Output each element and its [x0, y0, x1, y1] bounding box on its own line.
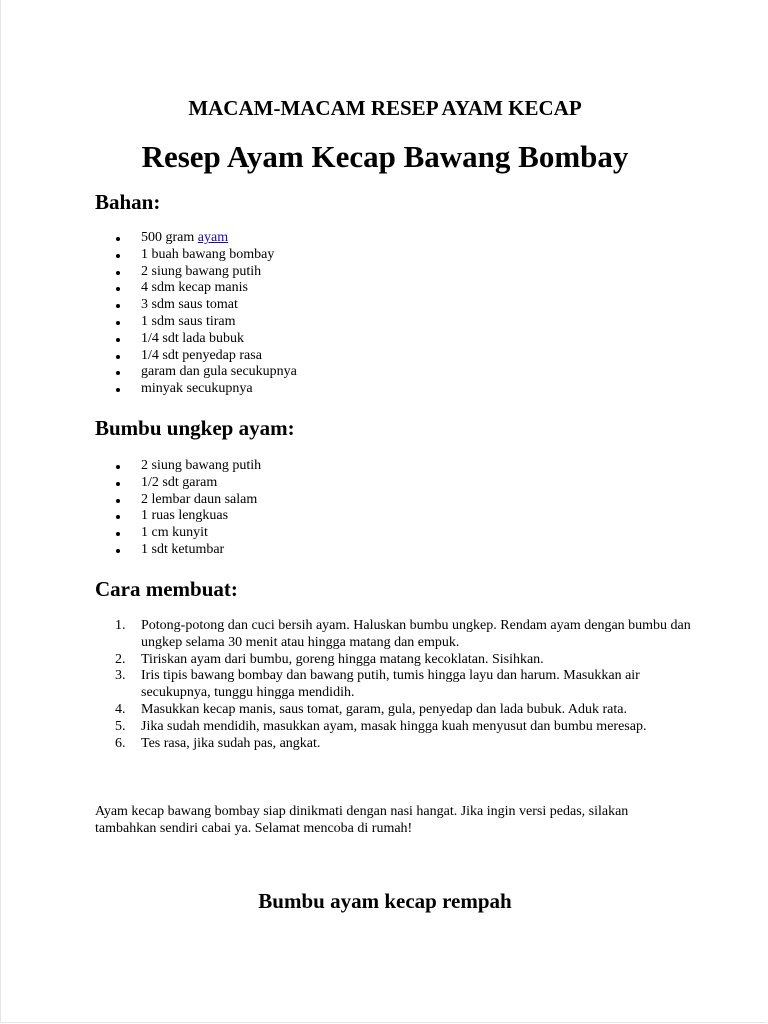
step-number: 2. [115, 651, 126, 667]
cara-membuat-heading: Cara membuat: [95, 577, 238, 601]
list-item: 4 sdm kecap manis [95, 280, 297, 297]
step-text: Iris tipis bawang bombay dan bawang putih, tumis hingga layu dan harum. Masukkan air secukupnya, tunggu hingga mendidih. [141, 668, 640, 701]
list-item [95, 230, 297, 247]
step-text: Jika sudah mendidih, masukkan ayam, masak hingga kuah menyusut dan bumbu meresap. [141, 718, 647, 734]
list-item: 2 siung bawang putih [95, 264, 297, 281]
list-item: 1 ruas lengkuas [95, 508, 261, 525]
ayam-link[interactable]: ayam [197, 230, 229, 245]
step-text: Masukkan kecap manis, saus tomat, garam, gula, penyedap dan lada bubuk. Aduk rata. [141, 701, 627, 717]
list-item: 1 cm kunyit [95, 525, 261, 542]
step-number: 3. [115, 668, 126, 684]
list-item [95, 702, 695, 719]
list-item: 1/4 sdt lada bubuk [95, 331, 297, 348]
list-item: garam dan gula secukupnya [95, 364, 297, 381]
step-text: Tiriskan ayam dari bumbu, goreng hingga matang kecoklatan. Sisihkan. [141, 651, 544, 667]
bumbu-ungkep-heading: Bumbu ungkep ayam: [95, 416, 295, 440]
list-item: 1 sdm saus tiram [95, 314, 297, 331]
document-title: MACAM-MACAM RESEP AYAM KECAP [188, 96, 582, 120]
bahan-list [95, 230, 297, 398]
step-number: 1. [115, 618, 126, 633]
step-number: 6. [115, 735, 126, 751]
list-item: 2 lembar daun salam [95, 492, 261, 509]
step-number: 5. [115, 718, 126, 734]
list-item [95, 618, 695, 652]
list-item: 3 sdm saus tomat [95, 297, 297, 314]
closing-paragraph: Ayam kecap bawang bombay siap dinikmati dengan nasi hangat. Jika ingin versi pedas, silakan tambahkan sendiri cabai ya. Selamat mencoba di rumah! [95, 804, 629, 836]
list-item [95, 652, 695, 669]
step-text: Potong-potong dan cuci bersih ayam. Haluskan bumbu ungkep. Rendam ayam dengan bumbu dan ungkep selama 30 menit atau hingga matang dan empuk. [141, 618, 691, 650]
list-item [95, 736, 695, 753]
list-item [95, 668, 695, 702]
list-item: 1 buah bawang bombay [95, 247, 297, 264]
list-item: 1/4 sdt penyedap rasa [95, 348, 297, 365]
step-number: 4. [115, 701, 126, 717]
cara-membuat-list [95, 618, 695, 752]
list-item: minyak secukupnya [95, 381, 297, 398]
step-text: Tes rasa, jika sudah pas, angkat. [141, 735, 321, 751]
next-section-heading: Bumbu ayam kecap rempah [258, 889, 512, 913]
bahan-heading: Bahan: [95, 190, 161, 214]
bahan-item-text: 500 gram [141, 230, 198, 245]
list-item: 1 sdt ketumbar [95, 542, 261, 559]
list-item: 2 siung bawang putih [95, 458, 261, 475]
bumbu-ungkep-list [95, 458, 261, 559]
recipe-title: Resep Ayam Kecap Bawang Bombay [141, 139, 629, 174]
list-item [95, 719, 695, 736]
list-item: 1/2 sdt garam [95, 475, 261, 492]
